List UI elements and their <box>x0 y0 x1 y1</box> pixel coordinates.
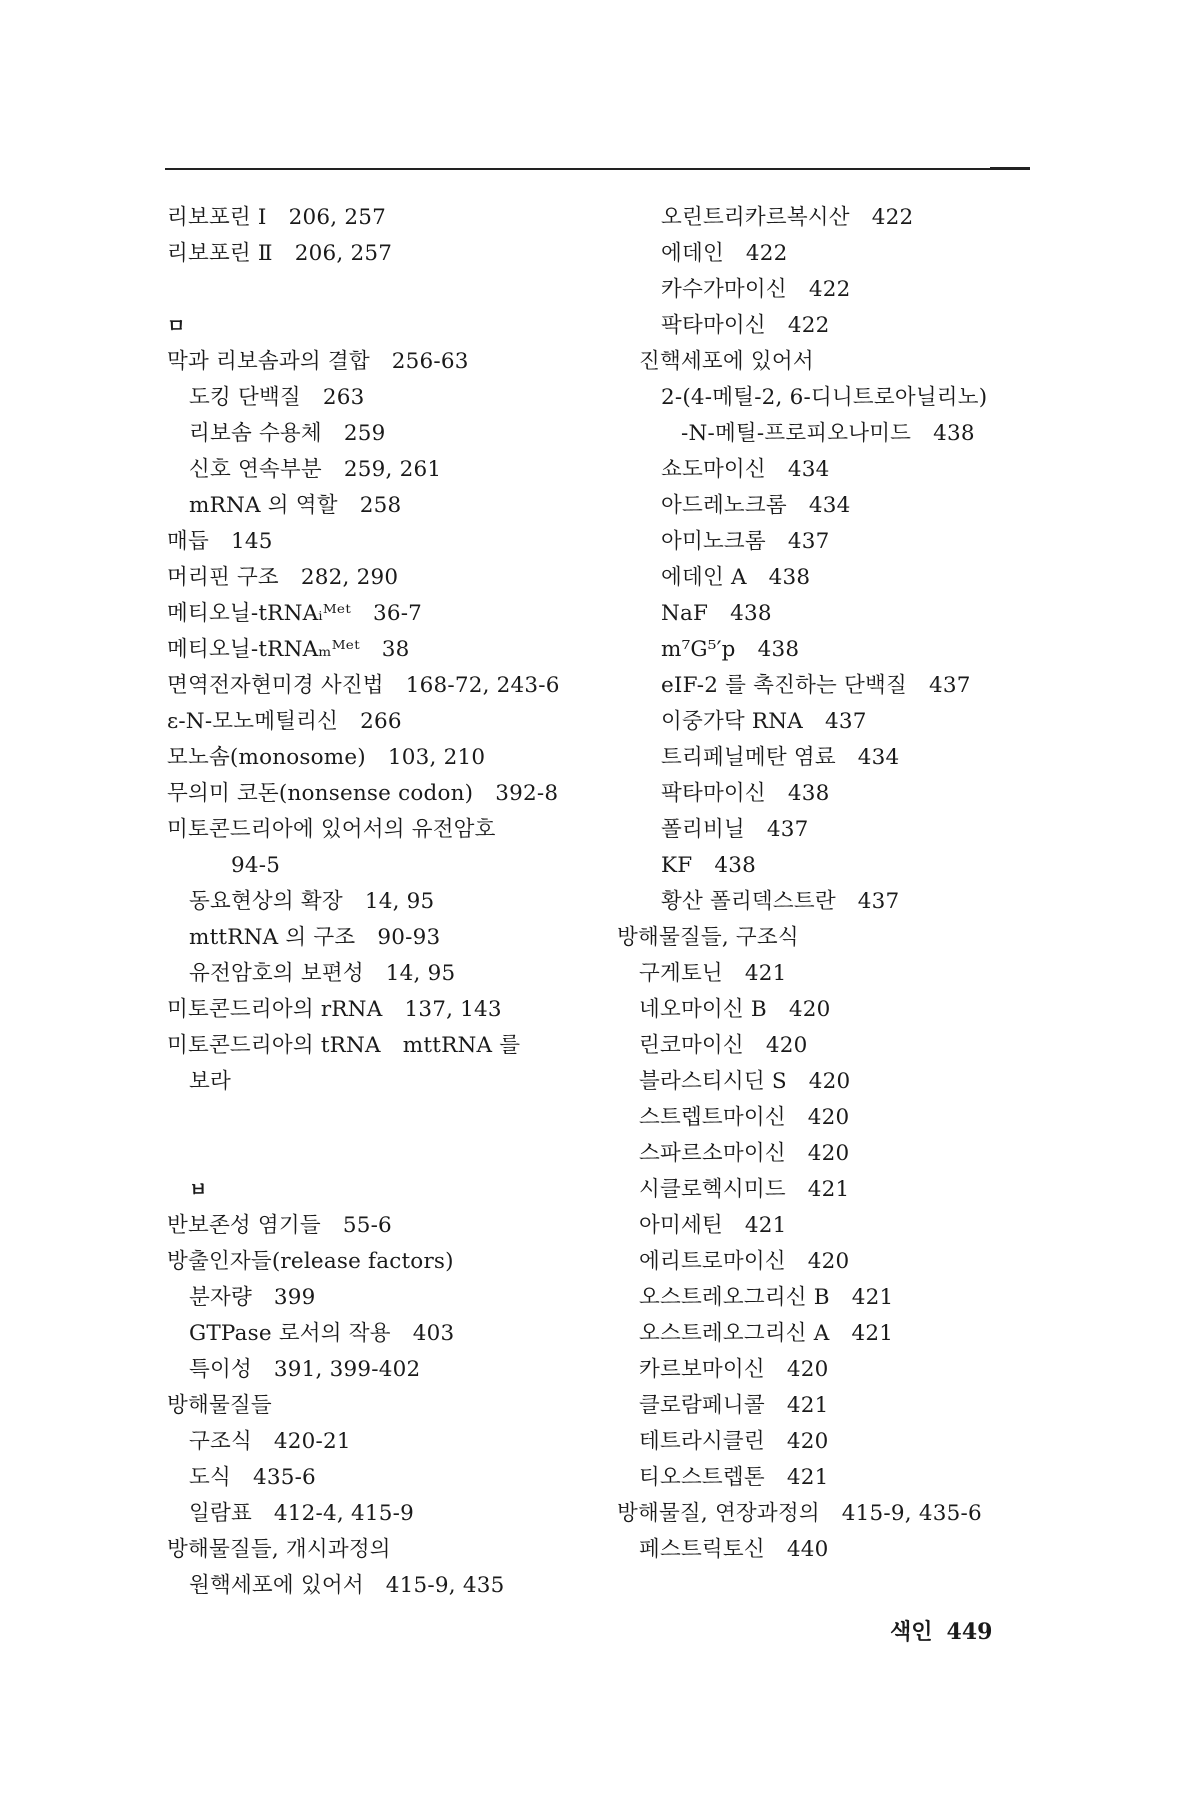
index-page-ref: 437 <box>825 709 867 734</box>
index-entry <box>167 560 607 596</box>
index-page-ref: 420 <box>808 1069 851 1094</box>
index-page-ref: 36-7 <box>372 601 423 626</box>
index-term: 방해물질들, 구조식 <box>617 925 799 950</box>
index-entry <box>617 1208 1037 1244</box>
index-page-ref: 206, 257 <box>288 205 386 230</box>
index-term: ㅁ <box>167 315 186 337</box>
index-spacer <box>167 272 607 308</box>
index-term: 94-5 <box>231 853 281 878</box>
index-entry <box>167 416 607 452</box>
index-entry <box>617 560 1037 596</box>
index-term: 리보포린 Ⅰ <box>167 205 267 230</box>
index-term: KF <box>661 853 693 878</box>
index-entry <box>617 1280 1037 1316</box>
index-term: 에리트로마이신 <box>639 1249 786 1274</box>
index-term: ε-N-모노메틸리신 <box>167 709 339 734</box>
index-term: 페스트릭토신 <box>639 1537 765 1562</box>
index-page-ref: 420 <box>807 1249 850 1274</box>
index-term: 미토콘드리아의 rRNA <box>167 997 383 1022</box>
index-page-ref: mttRNA 를 <box>402 1033 521 1058</box>
index-spacer <box>167 1100 607 1136</box>
index-column-right <box>617 200 1037 1568</box>
index-term: 클로람페니콜 <box>639 1393 765 1418</box>
index-entry <box>167 1028 607 1064</box>
index-term: NaF <box>661 601 709 626</box>
index-term: mRNA 의 역할 <box>189 493 338 518</box>
index-term: 구조식 <box>189 1429 252 1454</box>
index-page-ref: 421 <box>786 1465 829 1490</box>
index-entry <box>617 1172 1037 1208</box>
index-page-ref: 434 <box>787 457 830 482</box>
index-entry <box>617 344 1037 380</box>
index-entry <box>617 596 1037 632</box>
index-term: 시클로헥시미드 <box>639 1177 786 1202</box>
index-term: 방출인자들(release factors) <box>167 1249 454 1274</box>
index-entry <box>617 920 1037 956</box>
index-term: 이중가닥 RNA <box>661 709 804 734</box>
index-page-ref: 137, 143 <box>404 997 502 1022</box>
index-page-ref: 420 <box>807 1141 850 1166</box>
index-page-ref: 420 <box>788 997 831 1022</box>
index-page-ref: 168-72, 243-6 <box>405 673 560 698</box>
index-page-ref: 420 <box>786 1357 829 1382</box>
index-term: 면역전자현미경 사진법 <box>167 673 384 698</box>
index-entry <box>167 1244 607 1280</box>
index-page-ref: 437 <box>766 817 809 842</box>
index-term: 트리페닐메탄 염료 <box>661 745 836 770</box>
index-entry <box>167 704 607 740</box>
top-rule-tail <box>990 167 1030 170</box>
index-term: 테트라시클린 <box>639 1429 765 1454</box>
index-page-ref: 391, 399-402 <box>273 1357 421 1382</box>
index-entry <box>167 596 607 632</box>
index-entry <box>617 704 1037 740</box>
index-page-ref: 258 <box>359 493 402 518</box>
index-term: 팍타마이신 <box>661 313 766 338</box>
index-page-ref: 421 <box>851 1285 894 1310</box>
index-entry <box>617 1424 1037 1460</box>
index-entry <box>617 380 1037 416</box>
index-page-ref: 422 <box>787 313 830 338</box>
index-entry <box>167 920 607 956</box>
index-entry <box>167 488 607 524</box>
index-term: 오스트레오그리신 B <box>639 1285 830 1310</box>
index-entry <box>167 380 607 416</box>
index-section-heading <box>167 308 607 344</box>
index-entry <box>617 1532 1037 1568</box>
index-page-ref: 259, 261 <box>343 457 442 482</box>
index-entry <box>167 1064 607 1100</box>
index-entry <box>167 1424 607 1460</box>
index-term: 리보포린 Ⅱ <box>167 241 273 266</box>
index-term: 팍타마이신 <box>661 781 766 806</box>
index-entry <box>167 1532 607 1568</box>
index-page-ref: 259 <box>343 421 386 446</box>
index-page-ref: 420 <box>765 1033 808 1058</box>
index-entry <box>617 308 1037 344</box>
index-entry <box>617 1100 1037 1136</box>
top-rule <box>165 168 1027 170</box>
index-page-ref: 438 <box>757 637 800 662</box>
index-entry <box>617 992 1037 1028</box>
index-term: 반보존성 염기들 <box>167 1213 321 1238</box>
index-entry <box>617 200 1037 236</box>
index-term: 분자량 <box>189 1285 252 1310</box>
index-section-heading <box>167 1172 607 1208</box>
index-entry <box>167 1388 607 1424</box>
index-term: 린코마이신 <box>639 1033 744 1058</box>
index-term: 스파르소마이신 <box>639 1141 786 1166</box>
index-page-ref: 206, 257 <box>294 241 393 266</box>
index-term: 리보솜 수용체 <box>189 421 322 446</box>
index-entry <box>617 956 1037 992</box>
index-term: 쇼도마이신 <box>661 457 766 482</box>
index-page-ref: 14, 95 <box>364 889 435 914</box>
index-page-ref: 282, 290 <box>300 565 399 590</box>
index-entry <box>167 848 607 884</box>
index-entry <box>617 740 1037 776</box>
index-page-ref: 421 <box>851 1321 894 1346</box>
index-entry <box>617 272 1037 308</box>
index-term: 방해물질들 <box>167 1393 272 1418</box>
index-term: 오린트리카르복시산 <box>661 205 850 230</box>
index-entry <box>617 416 1037 452</box>
index-entry <box>167 524 607 560</box>
index-term: 아미노크롬 <box>661 529 766 554</box>
index-page-ref: 55-6 <box>342 1213 392 1238</box>
index-term: 카르보마이신 <box>639 1357 765 1382</box>
index-term: 메티오닐-tRNAᵢᴹᵉᵗ <box>167 601 351 626</box>
index-page-ref: 438 <box>933 421 975 446</box>
index-page-ref: 38 <box>381 637 410 662</box>
index-entry <box>167 992 607 1028</box>
folio-number: 449 <box>946 1619 993 1645</box>
index-term: 머리핀 구조 <box>167 565 279 590</box>
index-entry <box>617 812 1037 848</box>
index-page-ref: 422 <box>745 241 788 266</box>
index-page-ref: 438 <box>730 601 772 626</box>
index-entry <box>617 776 1037 812</box>
index-entry <box>167 776 607 812</box>
index-page-ref: 422 <box>808 277 851 302</box>
index-term: 에데인 A <box>661 565 747 590</box>
index-term: mttRNA 의 구조 <box>189 925 356 950</box>
index-entry <box>167 632 607 668</box>
index-entry <box>617 1316 1037 1352</box>
index-entry <box>167 1316 607 1352</box>
index-entry <box>167 884 607 920</box>
index-term: 진핵세포에 있어서 <box>639 349 814 374</box>
index-entry <box>167 1352 607 1388</box>
index-entry <box>617 1028 1037 1064</box>
index-page-ref: 421 <box>807 1177 850 1202</box>
index-term: 황산 폴리덱스트란 <box>661 889 836 914</box>
index-entry <box>167 236 607 272</box>
index-page-ref: 412-4, 415-9 <box>273 1501 414 1526</box>
index-term: 일람표 <box>189 1501 252 1526</box>
index-term: 폴리비닐 <box>661 817 745 842</box>
index-entry <box>617 1136 1037 1172</box>
index-entry <box>167 452 607 488</box>
index-term: 보라 <box>189 1069 231 1094</box>
index-page-ref: 434 <box>857 745 900 770</box>
index-term: 2-(4-메틸-2, 6-디니트로아닐리노) <box>661 385 988 410</box>
folio-label: 색인 <box>890 1619 933 1645</box>
index-term: 에데인 <box>661 241 724 266</box>
index-entry <box>167 740 607 776</box>
index-term: 방해물질들, 개시과정의 <box>167 1537 391 1562</box>
index-page-ref: 415-9, 435-6 <box>841 1501 982 1526</box>
index-page-ref: 434 <box>808 493 851 518</box>
index-term: 막과 리보솜과의 결합 <box>167 349 370 374</box>
index-page-ref: 263 <box>322 385 365 410</box>
index-page-ref: 437 <box>928 673 971 698</box>
index-term: 메티오닐-tRNAₘᴹᵉᵗ <box>167 637 360 662</box>
index-term: 도식 <box>189 1465 231 1490</box>
index-entry <box>167 668 607 704</box>
index-entry <box>617 236 1037 272</box>
index-term: 무의미 코돈(nonsense codon) <box>167 781 474 806</box>
index-entry <box>617 1352 1037 1388</box>
index-term: ㅂ <box>189 1179 208 1201</box>
index-page-ref: 438 <box>714 853 757 878</box>
index-page-ref: 256-63 <box>391 349 469 374</box>
index-page-ref: 420-21 <box>273 1429 351 1454</box>
index-term: 도킹 단백질 <box>189 385 301 410</box>
index-page-ref: 420 <box>807 1105 850 1130</box>
index-page-ref: 103, 210 <box>387 745 486 770</box>
index-entry <box>617 452 1037 488</box>
index-page-ref: 440 <box>786 1537 829 1562</box>
index-term: 미토콘드리아에 있어서의 유전암호 <box>167 817 496 842</box>
index-term: 모노솜(monosome) <box>167 745 366 770</box>
index-entry <box>617 1064 1037 1100</box>
index-entry <box>167 956 607 992</box>
index-entry <box>167 1280 607 1316</box>
index-entry <box>167 1496 607 1532</box>
index-page-ref: 415-9, 435 <box>385 1573 505 1598</box>
index-page-ref: 399 <box>273 1285 316 1310</box>
index-term: -N-메틸-프로피오나미드 <box>681 421 912 446</box>
index-entry <box>167 1568 607 1604</box>
index-page-ref: 266 <box>360 709 402 734</box>
index-term: 미토콘드리아의 tRNA <box>167 1033 381 1058</box>
index-page-ref: 90-93 <box>377 925 441 950</box>
index-entry <box>617 524 1037 560</box>
index-entry <box>167 812 607 848</box>
index-page-ref: 421 <box>744 961 787 986</box>
index-entry <box>617 632 1037 668</box>
index-term: m⁷G⁵′p <box>661 637 736 662</box>
index-entry <box>617 1244 1037 1280</box>
index-entry <box>167 200 607 236</box>
index-term: 티오스트렙톤 <box>639 1465 765 1490</box>
index-entry <box>617 488 1037 524</box>
index-entry <box>167 344 607 380</box>
index-term: 네오마이신 B <box>639 997 767 1022</box>
index-term: 아드레노크롬 <box>661 493 787 518</box>
index-page-ref: 145 <box>230 529 273 554</box>
index-page-ref: 438 <box>768 565 811 590</box>
index-term: 특이성 <box>189 1357 252 1382</box>
index-entry <box>617 848 1037 884</box>
index-page-ref: 437 <box>857 889 900 914</box>
index-term: 오스트레오그리신 A <box>639 1321 830 1346</box>
index-page-ref: 422 <box>871 205 914 230</box>
index-page-ref: 421 <box>744 1213 787 1238</box>
index-term: 구게토닌 <box>639 961 723 986</box>
index-page-ref: 421 <box>786 1393 829 1418</box>
index-term: 스트렙트마이신 <box>639 1105 786 1130</box>
index-spacer <box>167 1136 607 1172</box>
index-entry <box>617 1496 1037 1532</box>
index-page-ref: 438 <box>787 781 830 806</box>
index-term: 방해물질, 연장과정의 <box>617 1501 820 1526</box>
index-page-ref: 392-8 <box>495 781 559 806</box>
index-term: GTPase 로서의 작용 <box>189 1321 391 1346</box>
index-term: 유전암호의 보편성 <box>189 961 364 986</box>
index-entry <box>617 1460 1037 1496</box>
page-folio <box>890 1615 992 1646</box>
index-term: 원핵세포에 있어서 <box>189 1573 364 1598</box>
index-term: eIF-2 를 촉진하는 단백질 <box>661 673 907 698</box>
index-page-ref: 420 <box>786 1429 829 1454</box>
index-entry <box>167 1208 607 1244</box>
index-entry <box>167 1460 607 1496</box>
index-term: 블라스티시딘 S <box>639 1069 787 1094</box>
index-page-ref: 435-6 <box>252 1465 316 1490</box>
index-entry <box>617 1388 1037 1424</box>
index-page-ref: 403 <box>412 1321 455 1346</box>
index-term: 신호 연속부분 <box>189 457 322 482</box>
index-page-ref: 14, 95 <box>385 961 456 986</box>
index-term: 매듭 <box>167 529 209 554</box>
index-page-ref: 437 <box>787 529 830 554</box>
index-column-left <box>167 200 607 1604</box>
index-term: 카수가마이신 <box>661 277 787 302</box>
index-term: 아미세틴 <box>639 1213 723 1238</box>
index-term: 동요현상의 확장 <box>189 889 343 914</box>
index-entry <box>617 884 1037 920</box>
index-entry <box>617 668 1037 704</box>
